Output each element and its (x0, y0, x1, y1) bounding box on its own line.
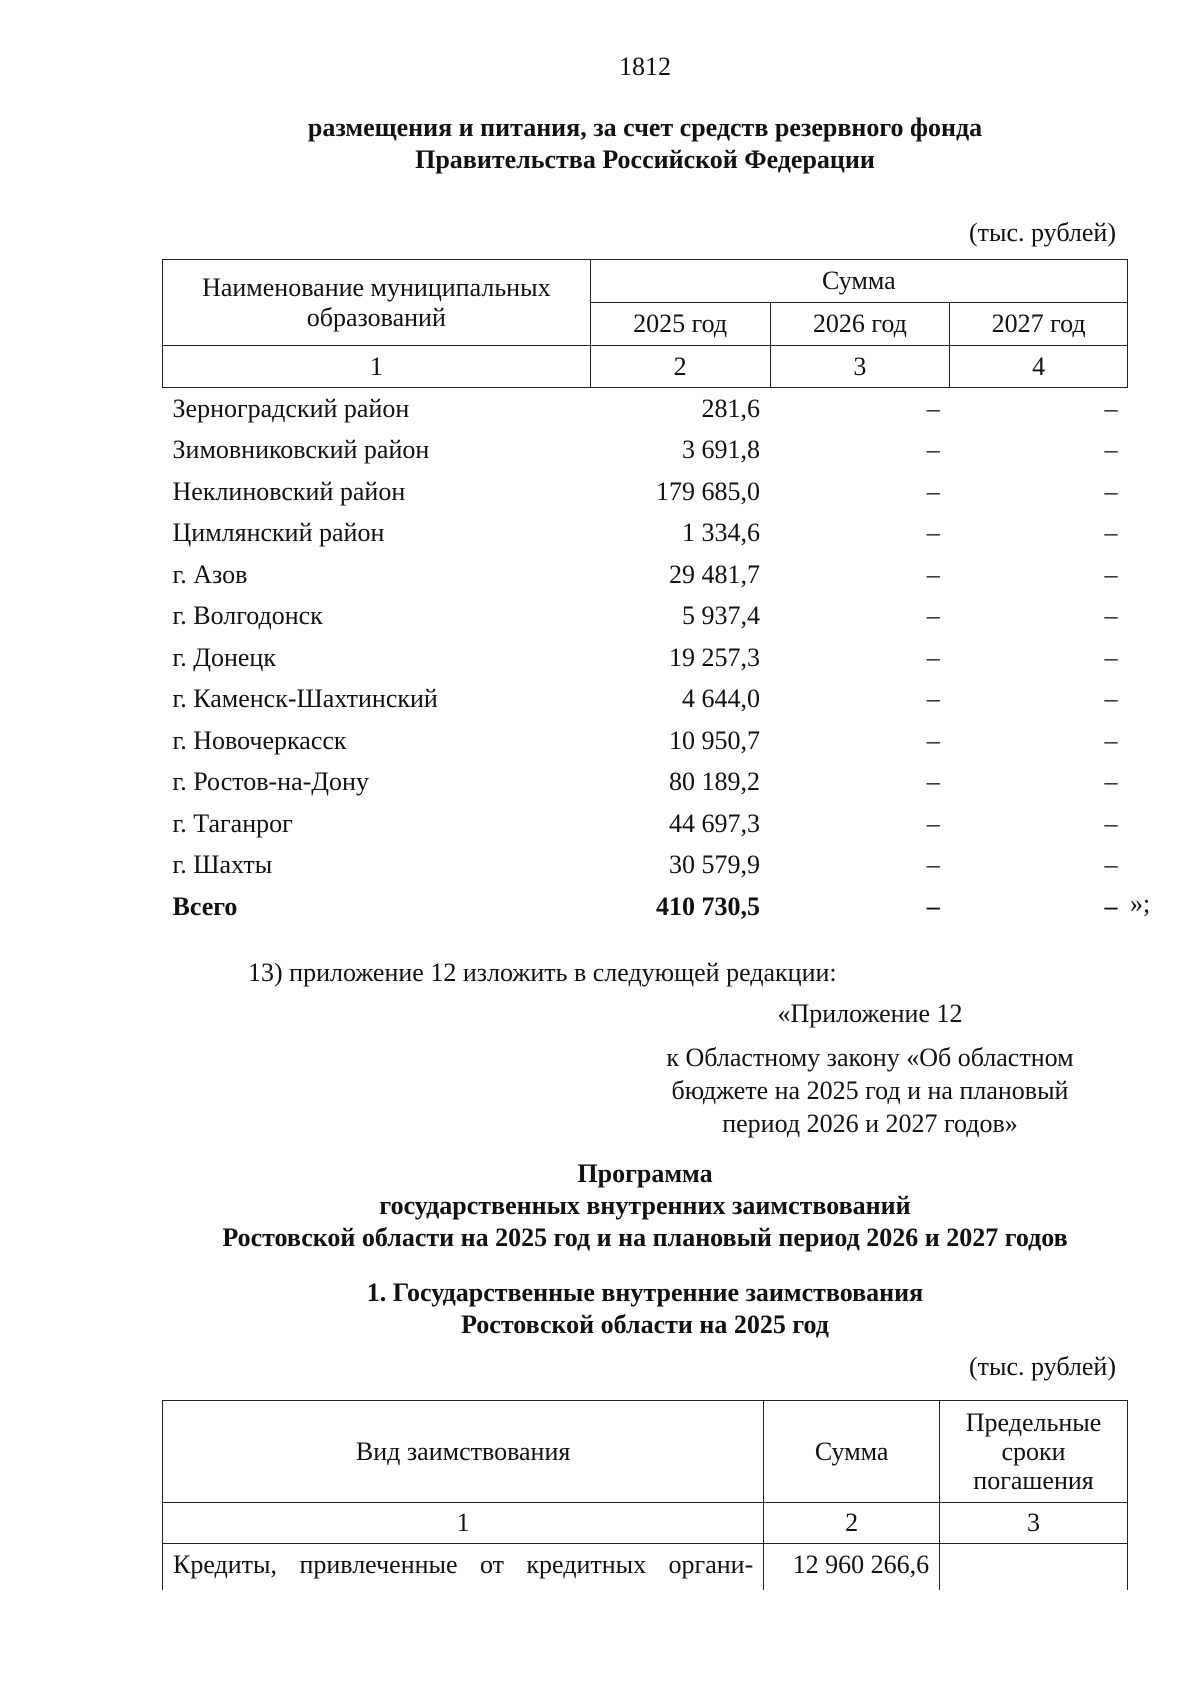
sum-2027: – (1104, 767, 1118, 797)
column-number: 1 (163, 1503, 764, 1544)
municipality-name: г. Волгодонск (172, 601, 323, 631)
table-column-numbers-row (163, 1503, 1128, 1544)
total-2025: 410 730,5 (656, 891, 761, 921)
sum-2027: – (1104, 684, 1118, 714)
municipality-name: г. Шахты (172, 850, 273, 880)
page-number: 1812 (619, 52, 671, 81)
sum-2025: 44 697,3 (669, 808, 761, 838)
municipality-name: г. Азов (172, 559, 248, 589)
sum-2027: – (1104, 518, 1118, 548)
closing-quote: »; (1130, 889, 1151, 918)
sum-2025: 1 334,6 (682, 518, 761, 548)
municipality-name: г. Таганрог (172, 808, 293, 838)
total-label: Всего (172, 891, 238, 921)
sum-2026: – (926, 393, 940, 423)
sum-2025: 5 937,4 (682, 601, 761, 631)
sum-2026: – (926, 642, 940, 672)
column-number: 1 (163, 346, 591, 388)
sum-2025: 80 189,2 (669, 767, 761, 797)
borrowing-term (940, 1544, 1128, 1590)
municipal-sum-table (162, 259, 1128, 928)
appendix-reference-line: бюджете на 2025 год и на плановый (671, 1076, 1069, 1105)
table-row (163, 596, 1128, 638)
table-row (163, 513, 1128, 555)
table-row (163, 803, 1128, 845)
appendix-title: «Приложение 12 (777, 999, 963, 1028)
borrowing-type: Кредиты, привлеченные от кредитных органи- (163, 1544, 764, 1590)
column-number: 3 (940, 1503, 1128, 1544)
table-row (163, 554, 1128, 596)
sum-2027: – (1104, 850, 1118, 880)
sum-2027: – (1104, 476, 1118, 506)
sum-2025: 179 685,0 (656, 476, 761, 506)
sum-2026: – (926, 518, 940, 548)
table-row (163, 1544, 1128, 1590)
header-name-col: Наименование муниципальных образований (163, 260, 591, 346)
header-repayment-terms-line: погашения (973, 1466, 1094, 1495)
sum-2027: – (1104, 559, 1118, 589)
sum-2026: – (926, 850, 940, 880)
sum-2026: – (926, 476, 940, 506)
appendix-reference-line: период 2026 и 2027 годов» (722, 1109, 1018, 1138)
sum-2026: – (926, 684, 940, 714)
table-row (163, 471, 1128, 513)
borrowing-table (162, 1400, 1128, 1590)
municipality-name: Зерноградский район (172, 393, 410, 423)
sum-2027: – (1104, 808, 1118, 838)
municipality-name: г. Новочеркасск (172, 725, 347, 755)
sum-2026: – (926, 725, 940, 755)
header-year-2027: 2027 год (950, 303, 1128, 346)
header-year-2025: 2025 год (590, 303, 770, 346)
sum-2027: – (1104, 725, 1118, 755)
header-repayment-terms-line: Предельные (965, 1408, 1102, 1437)
table-header-row (163, 1401, 1128, 1503)
table-row (163, 388, 1128, 430)
sum-2026: – (926, 559, 940, 589)
program-heading-line-3: Ростовской области на 2025 год и на плановый период 2026 и 2027 годов (222, 1223, 1068, 1252)
unit-label: (тыс. рублей) (968, 1352, 1116, 1381)
municipality-name: Зимовниковский район (172, 435, 430, 465)
table-column-numbers-row (163, 346, 1128, 388)
top-heading-line-1: размещения и питания, за счет средств резервного фонда (307, 113, 983, 142)
column-number: 2 (764, 1503, 940, 1544)
table-row (163, 762, 1128, 804)
table-total-row (163, 886, 1128, 928)
header-repayment-terms-line: сроки (1001, 1437, 1066, 1466)
sum-2026: – (926, 601, 940, 631)
total-2026: – (926, 891, 940, 921)
column-number: 4 (950, 346, 1128, 388)
sum-2025: 29 481,7 (669, 559, 761, 589)
amendment-paragraph: 13) приложение 12 изложить в следующей редакции: (248, 958, 837, 987)
sum-2026: – (926, 808, 940, 838)
table-row (163, 637, 1128, 679)
table-row (163, 845, 1128, 887)
municipality-name: Неклиновский район (172, 476, 406, 506)
sum-2027: – (1104, 601, 1118, 631)
top-heading-line-2: Правительства Российской Федерации (415, 145, 875, 174)
program-heading-line-2: государственных внутренних заимствований (379, 1191, 911, 1220)
top-heading (160, 112, 1130, 176)
municipality-name: Цимлянский район (172, 518, 385, 548)
sum-2025: 10 950,7 (669, 725, 761, 755)
sum-2025: 3 691,8 (682, 435, 761, 465)
header-sum: Сумма (764, 1401, 940, 1503)
program-heading-line-1: Программа (577, 1159, 713, 1188)
table-row (163, 430, 1128, 472)
header-sum-col: Сумма (590, 260, 1127, 303)
sum-2025: 281,6 (701, 393, 761, 423)
table-row (163, 720, 1128, 762)
table-header-row (163, 260, 1128, 303)
sum-2027: – (1104, 642, 1118, 672)
section-heading-line-1: 1. Государственные внутренние заимствования (366, 1278, 924, 1307)
column-number: 3 (770, 346, 950, 388)
column-number: 2 (590, 346, 770, 388)
unit-label: (тыс. рублей) (968, 218, 1116, 247)
total-2027: – (1104, 891, 1118, 921)
sum-2026: – (926, 767, 940, 797)
section-heading (160, 1277, 1130, 1341)
municipality-name: г. Каменск-Шахтинский (172, 684, 438, 714)
header-repayment-terms (940, 1401, 1128, 1503)
borrowing-sum: 12 960 266,6 (764, 1544, 940, 1590)
section-heading-line-2: Ростовской области на 2025 год (461, 1310, 829, 1339)
sum-2025: 30 579,9 (669, 850, 761, 880)
appendix-reference (620, 1041, 1120, 1140)
sum-2025: 4 644,0 (682, 684, 761, 714)
sum-2027: – (1104, 393, 1118, 423)
table-row (163, 679, 1128, 721)
sum-2026: – (926, 435, 940, 465)
appendix-reference-line: к Областному закону «Об областном (666, 1043, 1074, 1072)
sum-2025: 19 257,3 (669, 642, 761, 672)
header-borrowing-type: Вид заимствования (163, 1401, 764, 1503)
program-heading (160, 1158, 1130, 1254)
sum-2027: – (1104, 435, 1118, 465)
municipality-name: г. Ростов-на-Дону (172, 767, 369, 797)
municipality-name: г. Донецк (172, 642, 276, 672)
header-year-2026: 2026 год (770, 303, 950, 346)
